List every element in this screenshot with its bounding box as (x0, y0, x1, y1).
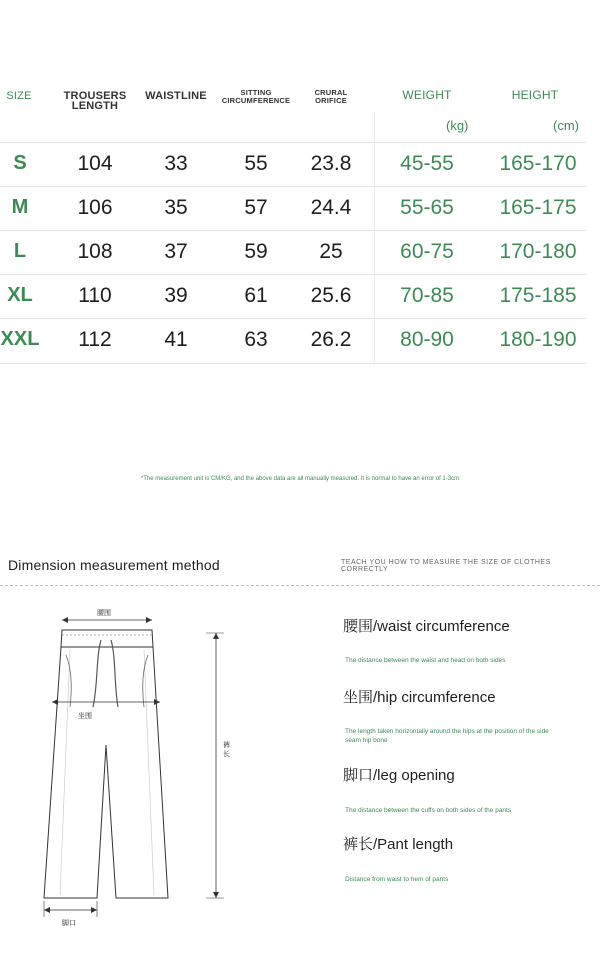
header-weight: WEIGHT (402, 88, 452, 102)
length-label: 裤长 (223, 742, 230, 758)
cell-weight: 45-55 (400, 152, 454, 175)
hip-label: 坐围 (78, 713, 92, 720)
cell-length: 104 (77, 152, 113, 175)
cell-size: L (13, 240, 27, 262)
pant-length-desc: Distance from waist to hem of pants (345, 876, 449, 883)
cell-size: S (13, 152, 27, 174)
cell-crural: 25 (319, 240, 343, 263)
leg-opening-label: 脚口 (62, 920, 76, 927)
header-waistline: WAISTLINE (145, 90, 207, 102)
unit-height: (cm) (553, 118, 579, 133)
header-height: HEIGHT (511, 88, 559, 102)
cell-length: 106 (77, 196, 113, 219)
cell-size: XL (7, 284, 33, 306)
row-divider (0, 318, 586, 319)
header-crural-orifice: CRURAL ORIFICE (314, 88, 348, 105)
cell-waist: 39 (164, 284, 188, 307)
cell-crural: 25.6 (310, 284, 352, 307)
hip-desc: The length taken horizontally around the hips at the position of the side seam hip bone (345, 728, 549, 744)
row-divider (0, 230, 586, 231)
cell-height: 165-175 (499, 196, 577, 219)
leg-opening-desc: The distance between the cuffs on both sides of the pants (345, 807, 512, 814)
row-divider (0, 186, 586, 187)
cell-waist: 41 (164, 328, 188, 351)
row-divider (0, 142, 586, 143)
cell-weight: 70-85 (400, 284, 454, 307)
leg-opening-title: 脚口/leg opening (343, 767, 455, 784)
pant-length-title: 裤长/Pant length (343, 836, 454, 853)
section-title: Dimension measurement method (8, 557, 220, 573)
cell-sitting: 63 (244, 328, 268, 351)
waist-title: 腰围/waist circumference (343, 618, 510, 635)
cell-weight: 60-75 (400, 240, 454, 263)
section-divider (0, 585, 600, 586)
cell-height: 180-190 (499, 328, 577, 351)
cell-crural: 23.8 (310, 152, 352, 175)
waist-label: 腰围 (97, 610, 111, 617)
cell-height: 170-180 (499, 240, 577, 263)
cell-weight: 80-90 (400, 328, 454, 351)
header-sitting-circumference: SITTING CIRCUMFERENCE (221, 88, 291, 105)
column-divider (374, 112, 375, 364)
section-subtitle: TEACH YOU HOW TO MEASURE THE SIZE OF CLOTHES CORRECTLY (341, 559, 551, 573)
cell-weight: 55-65 (400, 196, 454, 219)
unit-weight: (kg) (446, 118, 469, 133)
cell-height: 165-170 (499, 152, 577, 175)
measurement-note: *The measurement unit is CM/KG, and the above data are all manually measured. It is normal to have an error of 1-3cm (140, 476, 460, 482)
row-divider (0, 274, 586, 275)
cell-length: 110 (78, 284, 112, 307)
cell-waist: 37 (164, 240, 188, 263)
cell-crural: 26.2 (310, 328, 352, 351)
cell-waist: 35 (164, 196, 188, 219)
row-divider (0, 363, 586, 364)
waist-desc: The distance between the waist and head on both sides (345, 657, 506, 664)
cell-sitting: 57 (244, 196, 268, 219)
cell-sitting: 59 (244, 240, 268, 263)
header-trousers-length: TROUSERS LENGTH (63, 90, 127, 112)
cell-size: M (11, 196, 29, 218)
cell-sitting: 55 (244, 152, 268, 175)
cell-crural: 24.4 (310, 196, 352, 219)
cell-height: 175-185 (499, 284, 577, 307)
pants-diagram (0, 595, 330, 935)
cell-waist: 33 (164, 152, 188, 175)
cell-sitting: 61 (244, 284, 268, 307)
pants-outline-icon (0, 595, 330, 935)
hip-title: 坐围/hip circumference (343, 689, 496, 706)
cell-length: 112 (78, 328, 112, 351)
cell-length: 108 (77, 240, 113, 263)
cell-size: XXL (0, 328, 40, 350)
header-size: SIZE (6, 90, 32, 102)
